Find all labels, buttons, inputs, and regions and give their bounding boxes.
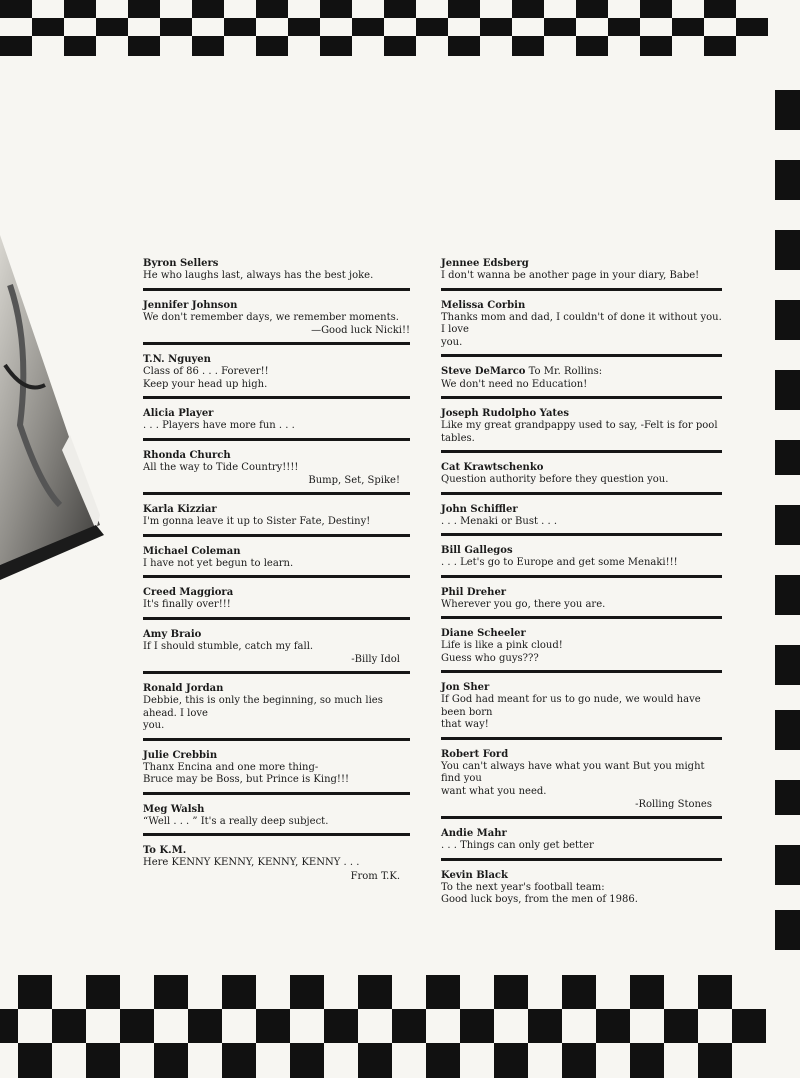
quote-entry — [143, 683, 410, 741]
quote-line: Bruce may be Boss, but Prince is King!!! — [143, 774, 349, 785]
quote-entry — [441, 749, 722, 820]
student-name: Melissa Corbin — [441, 299, 526, 311]
quote-line: that way! — [441, 719, 489, 730]
quote-entry — [441, 682, 722, 740]
checkered-border-right — [767, 0, 800, 1078]
quote-entry — [143, 804, 410, 837]
quotes-column-left — [143, 258, 410, 897]
quote-entry — [441, 258, 722, 291]
student-name: To K.M. — [143, 845, 187, 856]
quote-entry — [441, 504, 722, 537]
quote-line: Debbie, this is only the beginning, so much lies ahead. I love — [143, 695, 383, 719]
student-name: Phil Dreher — [441, 586, 507, 598]
quote-line: He who laughs last, always has the best joke. — [143, 270, 374, 281]
student-name: Byron Sellers — [143, 258, 219, 269]
quote-line: Like my great grandpappy used to say, -Felt is for pool tables. — [441, 420, 718, 444]
tilted-photo-fragment — [0, 225, 110, 585]
quote-entry — [143, 300, 410, 346]
student-name: Creed Maggiora — [143, 587, 234, 598]
student-name: Jennifer Johnson — [143, 299, 238, 311]
quote-entry — [143, 750, 410, 795]
quote-line: To the next year's football team: — [441, 881, 605, 893]
quote-line: All the way to Tide Country!!!! — [143, 461, 299, 473]
quote-line: I'm gonna leave it up to Sister Fate, Destiny! — [143, 516, 371, 527]
quote-line: I don't wanna be another page in your diary, Babe! — [441, 270, 700, 281]
student-name: Rhonda Church — [143, 449, 231, 461]
student-name: Andie Mahr — [441, 828, 507, 839]
quote-entry — [441, 870, 722, 912]
quote-line: . . . Let's go to Europe and get some Menaki!!! — [441, 557, 678, 568]
quote-entry — [143, 258, 410, 291]
quote-entry — [143, 450, 410, 496]
quote-entry — [143, 587, 410, 620]
quote-entry — [441, 462, 722, 495]
student-name: Ronald Jordan — [143, 683, 224, 694]
checkered-border-bottom — [0, 975, 800, 1078]
quote-line: I have not yet begun to learn. — [143, 557, 294, 569]
quote-entry — [441, 628, 722, 673]
name-line — [441, 366, 722, 379]
quote-line: Thanks mom and dad, I couldn't of done it without you. I love — [441, 311, 722, 335]
quotes-column-right — [441, 258, 722, 921]
quote-line: want what you need. — [441, 785, 547, 797]
student-name: Michael Coleman — [143, 545, 241, 557]
quote-line: If God had meant for us to go nude, we would have been born — [441, 694, 701, 718]
quote-line: You can't always have what you want But you might find you — [441, 760, 705, 784]
student-name: Joseph Rudolpho Yates — [441, 408, 570, 419]
quote-line: If I should stumble, catch my fall. — [143, 640, 314, 652]
quote-entry — [143, 504, 410, 537]
student-name: Steve DeMarco — [441, 366, 526, 377]
quote-line: Here KENNY KENNY, KENNY, KENNY . . . — [143, 857, 360, 868]
student-name: Kevin Black — [441, 869, 508, 881]
quote-entry — [441, 366, 722, 399]
student-name: John Schiffler — [441, 503, 518, 515]
student-name: Jon Sher — [441, 682, 490, 693]
student-name: Robert Ford — [441, 748, 509, 760]
student-name: Diane Scheeler — [441, 628, 526, 639]
quote-line: Question authority before they question you. — [441, 474, 669, 485]
student-name: Meg Walsh — [143, 803, 205, 815]
quote-entry — [441, 587, 722, 620]
quote-entry — [143, 845, 410, 888]
student-name: Bill Gallegos — [441, 545, 513, 556]
student-name: Alicia Player — [143, 408, 214, 419]
quote-line: It's finally over!!! — [143, 599, 231, 610]
quote-line: “Well . . . ” It's a really deep subject. — [143, 815, 329, 827]
quote-entry — [441, 300, 722, 358]
quote-line: We don't remember days, we remember moments. — [143, 311, 399, 323]
quote-line: Guess who guys??? — [441, 652, 539, 664]
quote-line: . . . Players have more fun . . . — [143, 420, 295, 431]
quote-attribution: —Good luck Nicki!! — [311, 325, 410, 336]
quote-line: Thanx Encina and one more thing- — [143, 761, 319, 773]
quote-attribution: From T.K. — [350, 870, 400, 882]
quote-line: Keep your head up high. — [143, 378, 268, 390]
quote-attribution: -Billy Idol — [351, 654, 400, 665]
quote-attribution: -Rolling Stones — [635, 799, 712, 810]
student-name: T.N. Nguyen — [143, 354, 211, 365]
student-name: Julie Crebbin — [143, 749, 218, 761]
checkered-border-top — [0, 0, 800, 70]
quote-line: Good luck boys, from the men of 1986. — [441, 894, 638, 905]
student-name: Jennee Edsberg — [441, 258, 529, 269]
quote-line: We don't need no Education! — [441, 378, 588, 390]
quote-line: you. — [441, 336, 463, 348]
quote-entry — [143, 354, 410, 399]
quote-line: Wherever you go, there you are. — [441, 598, 606, 610]
quote-line: Class of 86 . . . Forever!! — [143, 366, 269, 377]
quote-line: . . . Menaki or Bust . . . — [441, 515, 558, 527]
quote-line: . . . Things can only get better — [441, 840, 594, 851]
student-name: Amy Braio — [143, 628, 202, 640]
quote-entry — [441, 408, 722, 453]
student-name: Cat Krawtschenko — [441, 462, 544, 473]
quote-line: you. — [143, 720, 165, 731]
quote-entry — [441, 828, 722, 861]
student-name: Karla Kizziar — [143, 504, 217, 515]
quote-entry — [441, 545, 722, 578]
quote-entry — [143, 408, 410, 441]
quote-attribution: Bump, Set, Spike! — [308, 475, 400, 486]
quote-addressee: To Mr. Rollins: — [528, 366, 603, 377]
quote-line: Life is like a pink cloud! — [441, 640, 563, 651]
quote-entry — [143, 546, 410, 579]
quote-entry — [143, 629, 410, 675]
